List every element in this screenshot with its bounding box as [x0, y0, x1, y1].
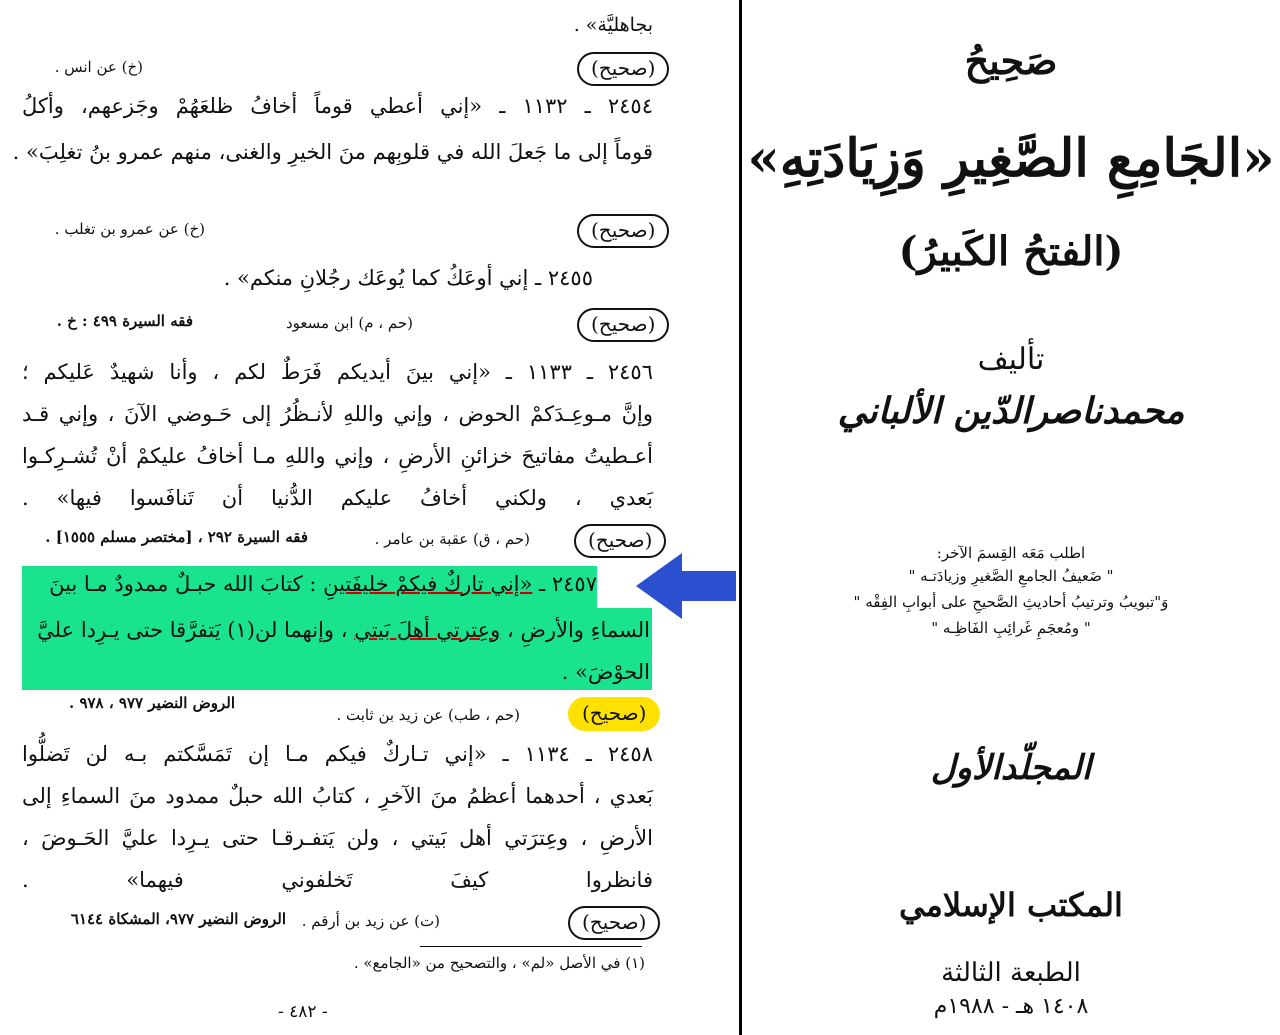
underlined-phrase: وعِترتي أهلَ بَيتي [354, 618, 501, 642]
hadith-source: (خ) عن انس . [54, 58, 143, 76]
hadith-source: (حم ، م) ابن مسعود [285, 314, 413, 332]
hadith-2457-line2 [22, 618, 650, 642]
grade-badge-highlighted: (صحيح) [568, 697, 660, 731]
hadith-2454-line: ٢٤٥٤ ـ ١١٣٢ ـ «إني أعطي قوماً أخافُ ظلعَهُمْ وجَزعهم، وأكلُ [22, 94, 653, 118]
hadith-number: ٢٤٥٧ ـ [539, 572, 597, 596]
footnote: (١) في الأصل «لم» ، والتصحيح من «الجامع» . [353, 954, 645, 972]
hadith-2457-line3: الحوْضَ» . [561, 660, 650, 684]
hadith-reference: فقه السيرة ٢٩٢ ، [مختصر مسلم ١٥٥٥] . [45, 528, 308, 546]
edition: الطبعة الثالثة [941, 958, 1081, 988]
grade-badge: (صحيح) [577, 214, 669, 248]
request-line: " ومُعجَمِ غَرائِبِ الفَاظِـه " [931, 619, 1091, 637]
hadith-2456-line: وإنَّ مـوعِـدَكمْ الحوض ، وإني واللهِ لأنـظُرُ إلى حَـوضي الآنَ ، وإني قـد [22, 402, 653, 426]
hadith-reference: الروض النضير ٩٧٧ ، ٩٧٨ . [68, 694, 235, 712]
request-line: وَ"تبويبُ وترتيبُ أحاديثِ الصَّحيحِ على أبوابِ الفِقْه " [853, 593, 1169, 611]
hadith-text: : كتابَ الله حبـلٌ ممدودٌ مـا بينَ [49, 572, 324, 596]
hadith-2457-line1 [22, 572, 597, 596]
authored-by: تأليف [977, 342, 1045, 377]
year: ١٤٠٨ هـ - ١٩٨٨م [933, 994, 1089, 1019]
book-title-page [742, 0, 1280, 1035]
volume-label: المجلّدالأول [930, 748, 1092, 788]
underlined-phrase: «إني تاركٌ فيكمْ خليفَتينِ [323, 572, 533, 596]
hadith-text: ، وإنهما لن(١) يَتفرَّقا حتى يـرِدا عليَّ [37, 618, 355, 642]
hadith-source: (خ) عن عمرو بن تغلب . [54, 220, 205, 238]
grade-badge: (صحيح) [577, 52, 669, 86]
hadith-2456-line: بَعدي ، ولكني أخافُ عليكم الدُّنيا أن تَنافَسوا فيها» . [22, 486, 653, 510]
publisher: المكتب الإسلامي [899, 886, 1123, 924]
hadith-2458-line: بَعدي ، أحدهما أعظمُ منَ الآخرِ ، كتابُ الله حبلٌ ممدود منَ السماءِ إلى [22, 784, 653, 808]
request-line: " ضَعيفُ الجامعِ الصَّغيرِ وزيادَتـه " [908, 567, 1114, 585]
footnote-rule [420, 946, 642, 947]
hadith-2458-line: ٢٤٥٨ ـ ١١٣٤ ـ «إني تـاركٌ فيكم مـا إن تَمَسَّكتم بـه لن تَضلُّوا [22, 742, 653, 766]
hadith-source: (حم ، ق) عقبة بن عامر . [374, 530, 530, 548]
page-number: - ٤٨٢ - [278, 1002, 328, 1022]
grade-badge: (صحيح) [574, 524, 666, 558]
author-name: محمدناصرالدّين الألباني [837, 390, 1185, 432]
hadith-2458-line: الأرضِ ، وعِترَتي أهل بَيتي ، ولن يَتفـرقـا حتى يـرِدا عليَّ الحَـوضَ ، [22, 826, 653, 850]
hadith-text: السماءِ والأرضِ ، [500, 618, 650, 642]
hadith-2455-line: ٢٤٥٥ ـ إني أوعَكُ كما يُوعَك رجُلانِ منكم» . [223, 266, 593, 290]
arrow-icon [636, 553, 736, 619]
main-title: «الجَامِعِ الصَّغِيرِ وَزِيَادَتِهِ» [747, 128, 1275, 189]
hadith-2456-line: ٢٤٥٦ ـ ١١٣٣ ـ «إني بينَ أيديكم فَرَطٌ لكم ، وأنا شهيدٌ عَليكم ؛ [22, 360, 653, 384]
hadith-reference: فقه السيرة ٤٩٩ : خ . [56, 312, 193, 330]
grade-badge: (صحيح) [577, 308, 669, 342]
hadith-reference: الروض النضير ٩٧٧، المشكاة ٦١٤٤ [70, 910, 286, 928]
request-line: اطلب مَعَه القِسمَ الآخر: [936, 544, 1086, 562]
title-sahih: صَحِيحُ [964, 38, 1058, 83]
grade-badge: (صحيح) [568, 906, 660, 940]
hadith-2458-line: فانظروا كيفَ تَخلفوني فيهما» . [22, 868, 653, 892]
subtitle: (الفتحُ الكَبيرُ) [898, 228, 1124, 275]
hadith-2456-line: أعـطيتُ مفاتيحَ خزائنِ الأرضِ ، وإني واللهِ مـا أخافُ عليكمْ أنْ تُشـرِكـوا [22, 444, 653, 468]
top-line: بجاهليَّة» . [573, 14, 653, 36]
hadith-source: (ت) عن زيد بن أرقم . [301, 912, 440, 930]
hadith-source: (حم ، طب) عن زيد بن ثابت . [336, 706, 520, 724]
hadith-2454-line: قوماً إلى ما جَعلَ الله في قلوبِهم منَ الخيرِ والغنى، منهم عمرو بنُ تغلِبَ» . [12, 140, 653, 164]
